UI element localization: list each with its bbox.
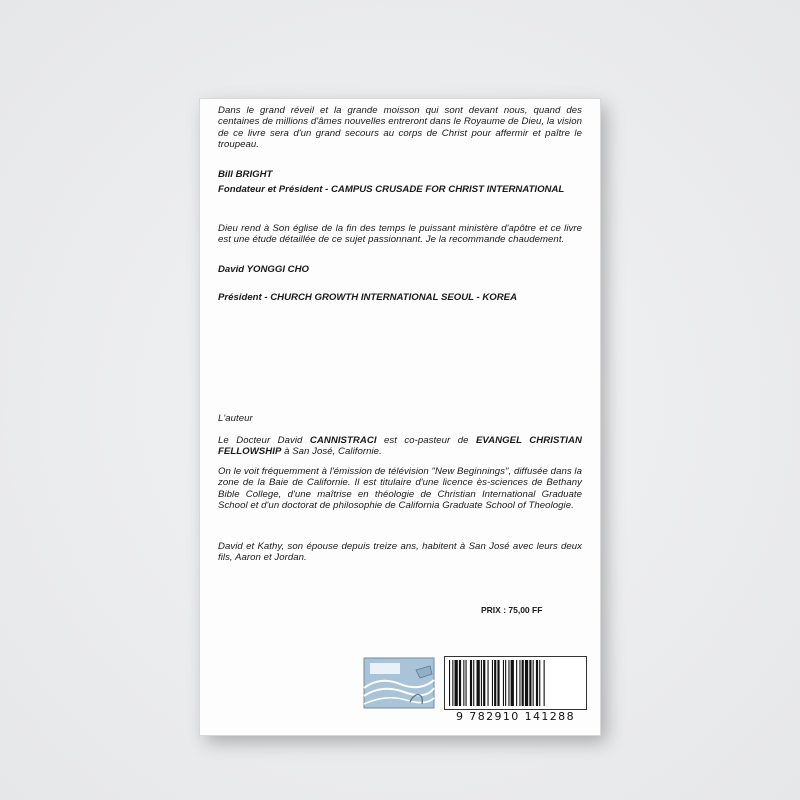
author-heading: L'auteur	[218, 413, 253, 424]
author-paragraph-3: David et Kathy, son épouse depuis treize ans, habitent à San José avec leurs deux fils, Aaron et Jordan.	[218, 541, 582, 564]
barcode-bar	[466, 660, 467, 706]
barcode-bar	[497, 660, 499, 706]
barcode-bar	[536, 660, 538, 706]
barcode-bar	[463, 660, 464, 706]
barcode-bar	[473, 660, 474, 706]
author-paragraph-2: On le voit fréquemment à l'émission de télévision "New Beginnings", diffusée dans la zone de la Baie de Californie. Il est titulaire d'une licence ès-sciences de Bethany Bible College, d'une maîtrise en théologie de Christian International Graduate School et d'un doctorat de philosophie de California Graduate School of Theologie.	[218, 466, 582, 512]
barcode-bars	[449, 660, 583, 706]
barcode-bar	[492, 660, 493, 706]
barcode-bar	[494, 660, 496, 706]
barcode-bar	[519, 660, 520, 706]
barcode-bar	[539, 660, 540, 706]
endorsement-2-role: Président - CHURCH GROWTH INTERNATIONAL SEOUL - KOREA	[218, 292, 518, 303]
barcode-bar	[508, 660, 509, 706]
barcode-frame	[444, 656, 587, 710]
barcode-bar	[481, 660, 482, 706]
barcode-bar	[488, 660, 489, 706]
endorsement-1-role: Fondateur et Président - CAMPUS CRUSADE FOR CHRIST INTERNATIONAL	[218, 184, 565, 195]
barcode-bar	[516, 660, 517, 706]
barcode	[444, 656, 587, 724]
publisher-logo	[360, 654, 438, 712]
author-church: EVANGEL CHRISTIAN FELLOWSHIP	[218, 435, 582, 458]
endorsement-1-quote: Dans le grand réveil et la grande moisson qui sont devant nous, quand des centaines de millions d'âmes nouvelles entreront dans le Royaume de Dieu, la vision de ce livre sera d'un grand secours au corps de Christ pour affermir et paître le troupeau.	[218, 105, 582, 151]
barcode-bar	[452, 660, 453, 706]
endorsement-2-quote: Dieu rend à Son église de la fin des temps le puissant ministère d'apôtre et ce livre est une étude détaillée de ce sujet passionnant. Je la recommande chaudement.	[218, 223, 582, 246]
barcode-bar	[470, 660, 472, 706]
author-paragraph-1	[218, 435, 582, 458]
author-p1-text-c: à San José, Californie.	[281, 446, 382, 458]
barcode-bar	[503, 660, 504, 706]
author-p1-text-a: Le Docteur David	[218, 435, 310, 446]
endorsement-1-name: Bill BRIGHT	[218, 169, 273, 180]
barcode-bar	[529, 660, 531, 706]
book-back-cover	[199, 98, 601, 736]
barcode-bar	[525, 660, 528, 706]
barcode-bar	[533, 660, 534, 706]
price-label: PRIX : 75,00 FF	[481, 605, 543, 615]
barcode-bar	[522, 660, 524, 706]
endorsement-2-name: David YONGGI CHO	[218, 264, 309, 275]
isbn-number: 9 782910 141288	[456, 710, 575, 723]
barcode-bar	[511, 660, 514, 706]
barcode-bar	[459, 660, 461, 706]
barcode-bar	[455, 660, 458, 706]
barcode-bar	[505, 660, 506, 706]
barcode-bar	[544, 660, 545, 706]
author-p1-text-b: est co-pasteur de	[376, 435, 476, 446]
barcode-bar	[483, 660, 485, 706]
barcode-bar	[449, 660, 450, 706]
author-surname: CANNISTRACI	[309, 435, 377, 446]
barcode-bar	[477, 660, 480, 706]
